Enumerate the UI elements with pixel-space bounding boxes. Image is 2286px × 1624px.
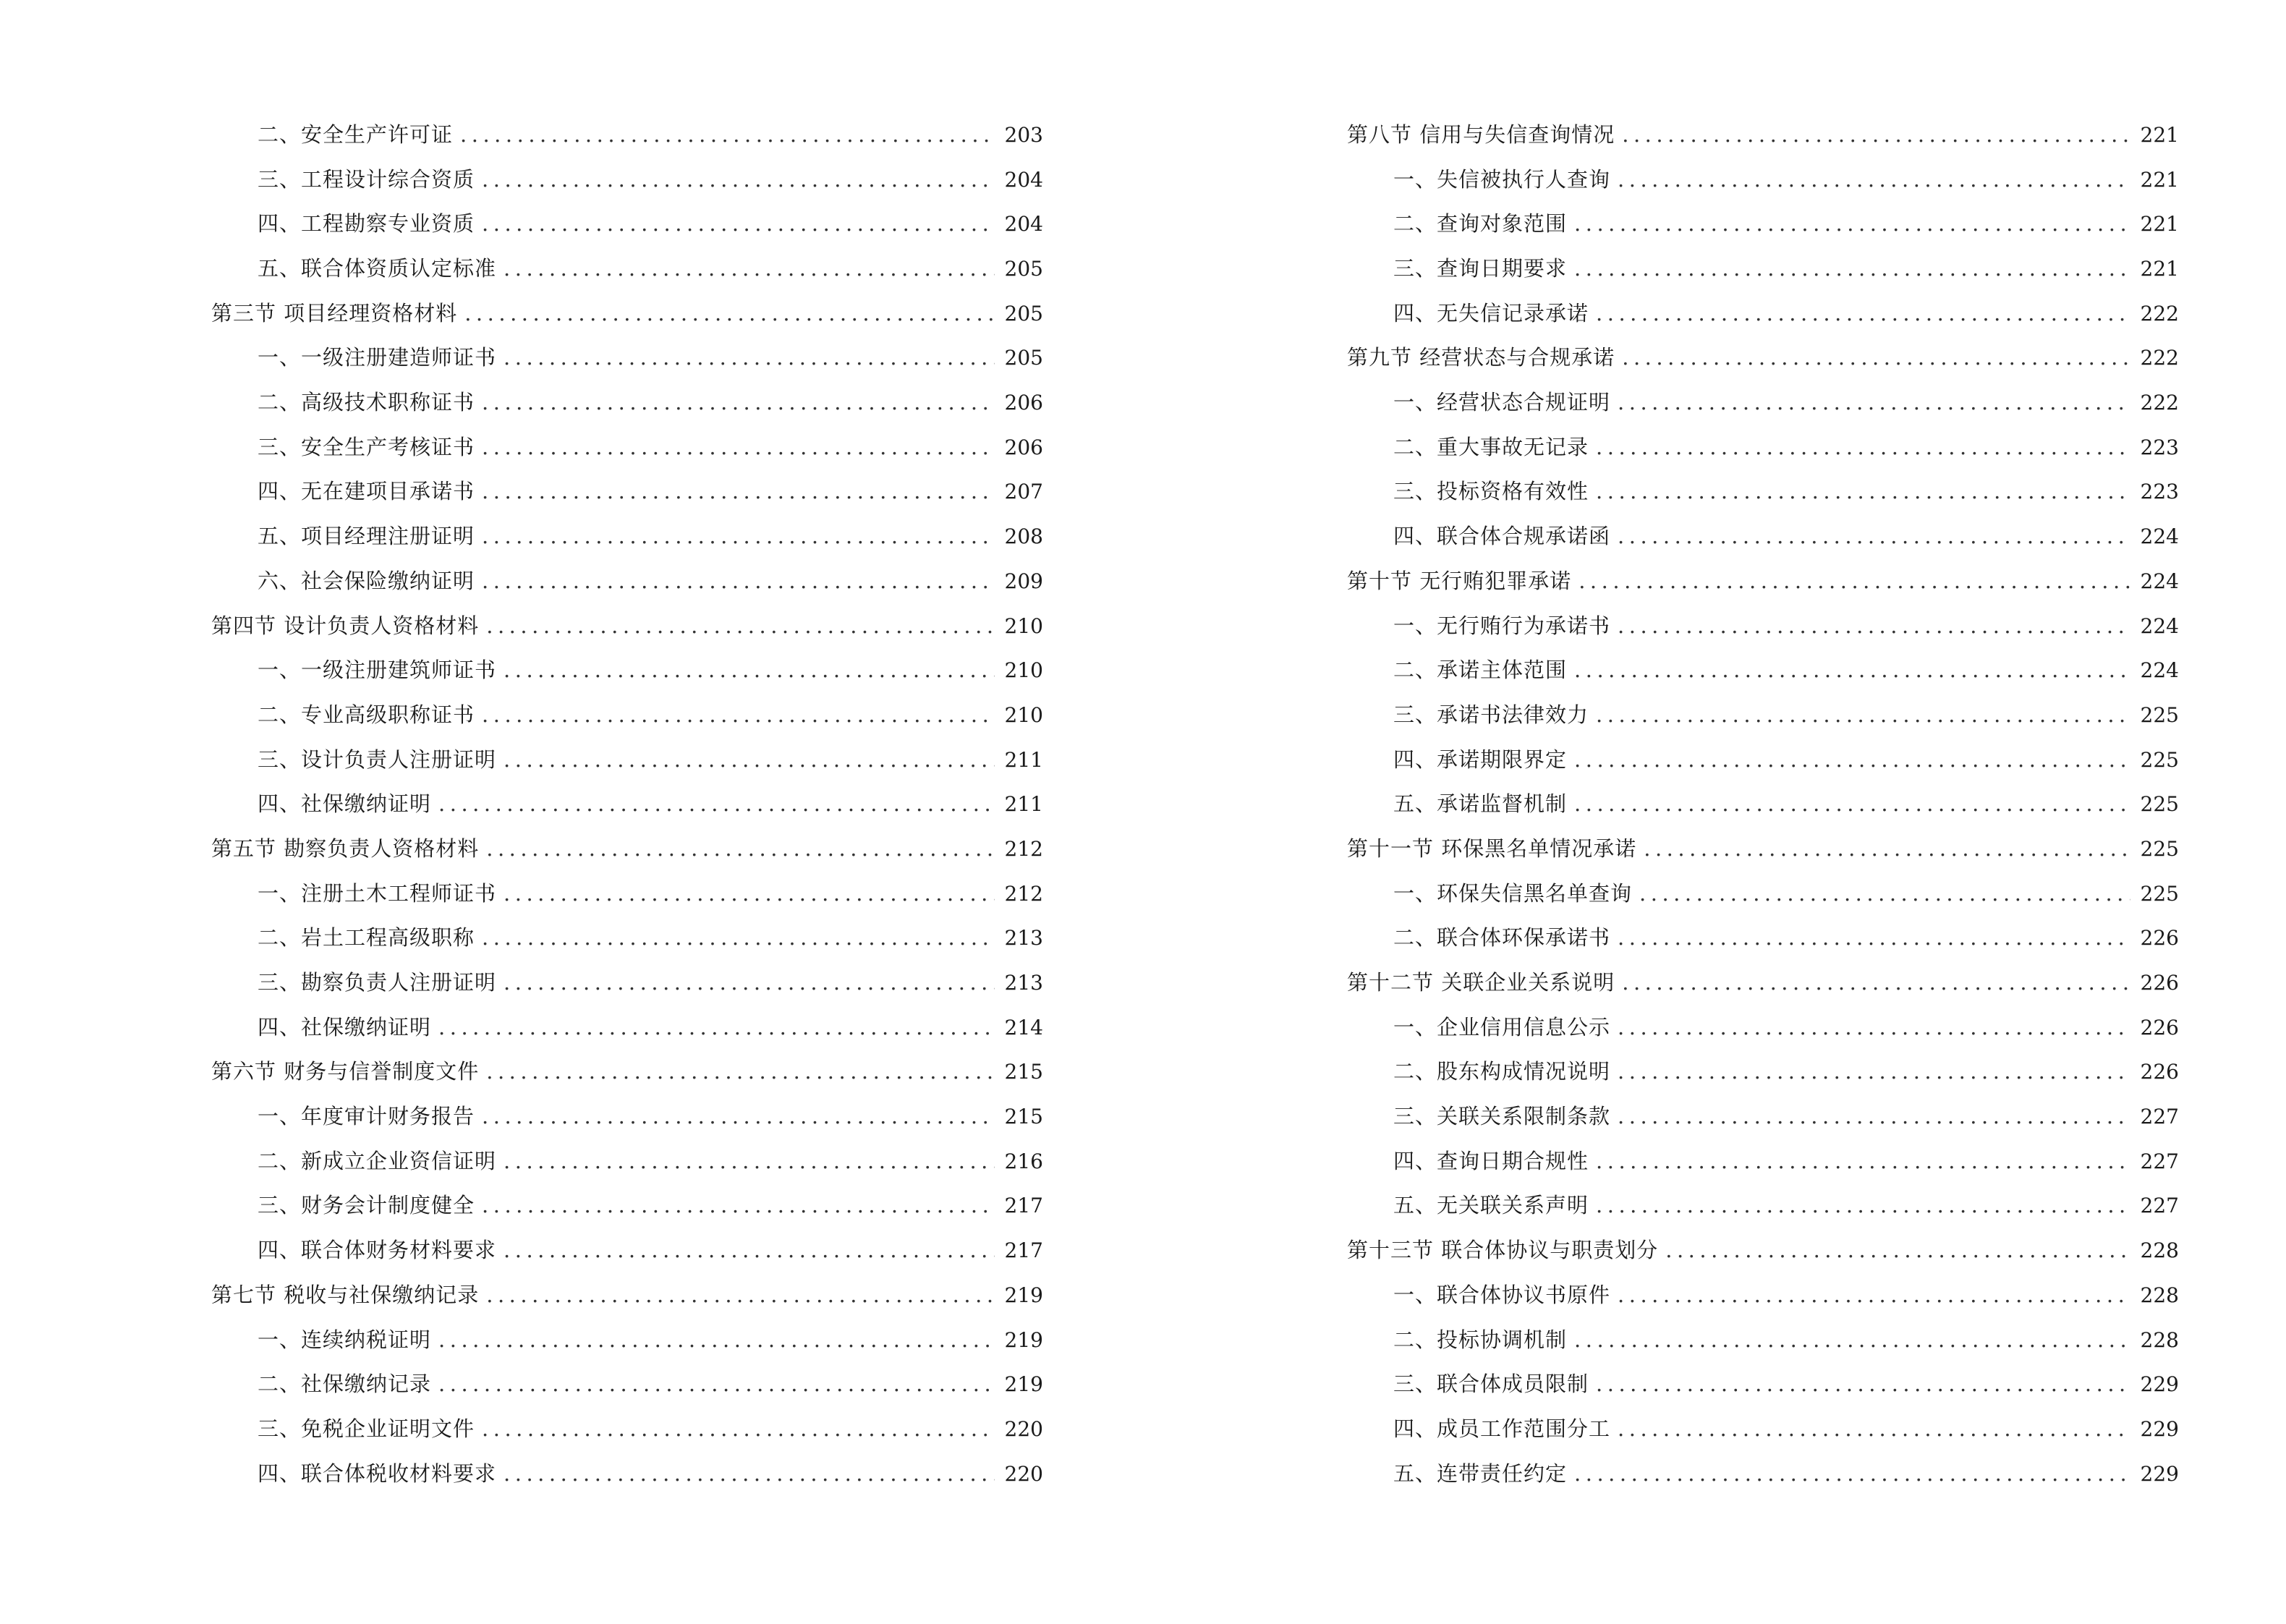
toc-entry-label: 五、项目经理注册证明 <box>258 524 475 549</box>
toc-dot-leader <box>1596 1139 2130 1184</box>
toc-dot-leader <box>1596 292 2130 336</box>
toc-dot-leader <box>482 514 995 559</box>
toc-subsection-entry[interactable] <box>1347 381 2179 425</box>
toc-entry-label: 五、联合体资质认定标准 <box>258 256 497 281</box>
toc-page-number: 227 <box>2140 1105 2179 1129</box>
toc-subsection-entry[interactable] <box>1347 1184 2179 1229</box>
toc-entry-label: 一、一级注册建造师证书 <box>258 345 497 370</box>
toc-dot-leader <box>1622 336 2130 381</box>
toc-dot-leader <box>486 604 994 649</box>
toc-dot-leader <box>503 738 995 783</box>
toc-entry-label: 二、查询对象范围 <box>1393 211 1568 237</box>
toc-subsection-entry[interactable] <box>211 1006 1043 1050</box>
toc-page-number: 220 <box>1004 1461 1043 1486</box>
toc-dot-leader <box>1596 469 2130 514</box>
toc-page-number: 213 <box>1004 971 1043 995</box>
toc-page-number: 207 <box>1004 480 1043 504</box>
toc-subsection-entry[interactable] <box>211 1407 1043 1452</box>
toc-entry-label: 第十一节 环保黑名单情况承诺 <box>1347 836 1637 861</box>
toc-entry-label: 二、社保缴纳记录 <box>258 1372 432 1397</box>
toc-page-number: 210 <box>1004 658 1043 683</box>
toc-entry-label: 第十节 无行贿犯罪承诺 <box>1347 568 1572 593</box>
toc-page-number: 213 <box>1004 926 1043 951</box>
toc-entry-label: 第八节 信用与失信查询情况 <box>1347 122 1615 147</box>
toc-dot-leader <box>482 425 995 470</box>
toc-dot-leader <box>503 247 995 292</box>
toc-entry-label: 第六节 财务与信誉制度文件 <box>211 1059 480 1084</box>
toc-dot-leader <box>1596 1183 2130 1228</box>
toc-subsection-entry[interactable] <box>211 738 1043 783</box>
toc-dot-leader <box>1618 1050 2130 1094</box>
toc-page-number: 226 <box>2140 926 2179 951</box>
toc-right-page <box>1347 113 2179 1496</box>
toc-entry-label: 三、勘察负责人注册证明 <box>258 970 497 995</box>
toc-dot-leader <box>482 158 995 203</box>
toc-page-number: 219 <box>1004 1327 1043 1352</box>
toc-page-number: 226 <box>2140 971 2179 995</box>
toc-entry-label: 四、查询日期合规性 <box>1393 1148 1589 1173</box>
toc-page-number: 224 <box>2140 524 2179 549</box>
toc-dot-leader <box>482 693 995 738</box>
toc-entry-label: 三、免税企业证明文件 <box>258 1416 475 1441</box>
toc-page-number: 212 <box>1004 881 1043 906</box>
toc-page-number: 227 <box>2140 1194 2179 1218</box>
toc-subsection-entry[interactable] <box>1347 1273 2179 1318</box>
toc-subsection-entry[interactable] <box>1347 1050 2179 1094</box>
toc-dot-leader <box>1578 559 2130 604</box>
toc-dot-leader <box>503 872 995 917</box>
toc-entry-label: 四、成员工作范围分工 <box>1393 1416 1611 1441</box>
toc-dot-leader <box>1618 158 2130 203</box>
toc-page-number: 225 <box>2140 702 2179 727</box>
toc-page-number: 208 <box>1004 524 1043 549</box>
toc-dot-leader <box>438 1362 995 1407</box>
toc-page-number: 224 <box>2140 569 2179 593</box>
toc-entry-label: 一、经营状态合规证明 <box>1393 390 1611 415</box>
toc-entry-label: 四、联合体财务材料要求 <box>258 1238 497 1263</box>
toc-subsection-entry[interactable] <box>211 961 1043 1006</box>
toc-page-number: 205 <box>1004 257 1043 281</box>
toc-page-number: 226 <box>2140 1060 2179 1084</box>
toc-section-entry[interactable] <box>211 292 1043 336</box>
toc-subsection-entry[interactable] <box>211 514 1043 559</box>
toc-subsection-entry[interactable] <box>1347 1318 2179 1363</box>
toc-dot-leader <box>1618 604 2130 649</box>
toc-page-number: 204 <box>1004 167 1043 192</box>
toc-subsection-entry[interactable] <box>211 113 1043 158</box>
toc-page-number: 223 <box>2140 435 2179 459</box>
toc-entry-label: 六、社会保险缴纳证明 <box>258 568 475 593</box>
toc-left-page <box>211 113 1043 1496</box>
toc-dot-leader <box>438 1318 995 1363</box>
toc-subsection-entry[interactable] <box>1347 604 2179 649</box>
toc-page-number: 225 <box>2140 881 2179 906</box>
toc-page-number: 212 <box>1004 836 1043 861</box>
toc-page-number: 225 <box>2140 747 2179 772</box>
toc-entry-label: 三、工程设计综合资质 <box>258 166 475 192</box>
toc-dot-leader <box>482 559 995 604</box>
toc-page-number: 225 <box>2140 836 2179 861</box>
toc-section-entry[interactable] <box>1347 336 2179 381</box>
toc-page-number: 224 <box>2140 658 2179 683</box>
toc-subsection-entry[interactable] <box>211 782 1043 827</box>
toc-entry-label: 四、工程勘察专业资质 <box>258 211 475 237</box>
toc-entry-label: 三、设计负责人注册证明 <box>258 747 497 772</box>
toc-subsection-entry[interactable] <box>1347 1094 2179 1139</box>
toc-entry-label: 三、安全生产考核证书 <box>258 434 475 459</box>
toc-section-entry[interactable] <box>211 827 1043 872</box>
toc-subsection-entry[interactable] <box>1347 202 2179 247</box>
toc-dot-leader <box>482 1183 995 1228</box>
toc-subsection-entry[interactable] <box>211 158 1043 203</box>
toc-subsection-entry[interactable] <box>1347 292 2179 336</box>
toc-subsection-entry[interactable] <box>1347 872 2179 917</box>
toc-entry-label: 第九节 经营状态与合规承诺 <box>1347 345 1615 370</box>
toc-dot-leader <box>486 827 994 872</box>
toc-entry-label: 二、联合体环保承诺书 <box>1393 925 1611 951</box>
toc-entry-label: 四、联合体税收材料要求 <box>258 1461 497 1486</box>
toc-dot-leader <box>503 1139 995 1184</box>
toc-subsection-entry[interactable] <box>211 247 1043 292</box>
toc-dot-leader <box>464 292 994 336</box>
toc-entry-label: 三、关联关系限制条款 <box>1393 1104 1611 1129</box>
toc-dot-leader <box>1618 1273 2130 1318</box>
toc-entry-label: 四、无失信记录承诺 <box>1393 300 1589 326</box>
toc-dot-leader <box>1596 693 2130 738</box>
toc-entry-label: 二、承诺主体范围 <box>1393 658 1568 683</box>
toc-section-entry[interactable] <box>211 1050 1043 1094</box>
toc-entry-label: 五、连带责任约定 <box>1393 1461 1568 1486</box>
toc-page-number: 228 <box>2140 1283 2179 1307</box>
toc-page-number: 215 <box>1004 1105 1043 1129</box>
toc-section-entry[interactable] <box>1347 113 2179 158</box>
toc-page-number: 219 <box>1004 1283 1043 1307</box>
toc-subsection-entry[interactable] <box>1347 738 2179 783</box>
toc-subsection-entry[interactable] <box>211 872 1043 917</box>
toc-entry-label: 一、连续纳税证明 <box>258 1327 432 1352</box>
toc-entry-label: 一、一级注册建筑师证书 <box>258 658 497 683</box>
toc-dot-leader <box>1639 872 2130 917</box>
toc-subsection-entry[interactable] <box>1347 514 2179 559</box>
toc-entry-label: 五、承诺监督机制 <box>1393 791 1568 817</box>
toc-dot-leader <box>1618 916 2130 961</box>
toc-page-number: 225 <box>2140 792 2179 817</box>
toc-entry-label: 一、企业信用信息公示 <box>1393 1014 1611 1040</box>
toc-dot-leader <box>486 1273 994 1318</box>
toc-page-number: 228 <box>2140 1238 2179 1263</box>
toc-dot-leader <box>1574 1318 2130 1363</box>
toc-dot-leader <box>482 469 995 514</box>
toc-dot-leader <box>482 1407 995 1452</box>
toc-subsection-entry[interactable] <box>211 1139 1043 1184</box>
toc-subsection-entry[interactable] <box>1347 648 2179 693</box>
toc-subsection-entry[interactable] <box>211 693 1043 738</box>
toc-subsection-entry[interactable] <box>211 381 1043 425</box>
toc-dot-leader <box>1618 1006 2130 1050</box>
toc-subsection-entry[interactable] <box>211 1318 1043 1363</box>
toc-entry-label: 二、投标协调机制 <box>1393 1327 1568 1352</box>
toc-entry-label: 第七节 税收与社保缴纳记录 <box>211 1282 480 1307</box>
toc-entry-label: 二、岩土工程高级职称 <box>258 925 475 951</box>
toc-page-number: 220 <box>1004 1416 1043 1441</box>
toc-entry-label: 四、社保缴纳证明 <box>258 791 432 817</box>
toc-entry-label: 二、股东构成情况说明 <box>1393 1059 1611 1084</box>
toc-dot-leader <box>482 202 995 247</box>
toc-dot-leader <box>460 113 995 158</box>
toc-dot-leader <box>438 1006 995 1050</box>
toc-entry-label: 三、查询日期要求 <box>1393 256 1568 281</box>
toc-page-number: 209 <box>1004 569 1043 593</box>
toc-page-number: 222 <box>2140 346 2179 370</box>
toc-dot-leader <box>1618 1407 2130 1452</box>
toc-subsection-entry[interactable] <box>1347 782 2179 827</box>
toc-entry-label: 一、年度审计财务报告 <box>258 1104 475 1129</box>
toc-dot-leader <box>1574 247 2130 292</box>
toc-entry-label: 三、投标资格有效性 <box>1393 479 1589 504</box>
toc-dot-leader <box>438 782 995 827</box>
toc-section-entry[interactable] <box>211 1273 1043 1318</box>
toc-dot-leader <box>1574 738 2130 783</box>
toc-page-number: 221 <box>2140 212 2179 237</box>
toc-page-number: 216 <box>1004 1149 1043 1173</box>
toc-page-number: 203 <box>1004 122 1043 147</box>
toc-subsection-entry[interactable] <box>211 916 1043 961</box>
toc-dot-leader <box>1644 827 2130 872</box>
toc-subsection-entry[interactable] <box>1347 1452 2179 1497</box>
toc-dot-leader <box>503 1452 995 1497</box>
toc-page-number: 227 <box>2140 1149 2179 1173</box>
toc-page-number: 211 <box>1004 792 1043 817</box>
toc-entry-label: 第四节 设计负责人资格材料 <box>211 613 480 638</box>
toc-dot-leader <box>1596 1362 2130 1407</box>
toc-subsection-entry[interactable] <box>211 559 1043 604</box>
toc-subsection-entry[interactable] <box>1347 425 2179 470</box>
toc-page-number: 215 <box>1004 1060 1043 1084</box>
toc-section-entry[interactable] <box>1347 961 2179 1006</box>
toc-subsection-entry[interactable] <box>1347 470 2179 515</box>
toc-page-number: 205 <box>1004 346 1043 370</box>
toc-section-entry[interactable] <box>211 604 1043 649</box>
toc-section-entry[interactable] <box>1347 1228 2179 1273</box>
toc-dot-leader <box>482 381 995 425</box>
toc-dot-leader <box>1574 648 2130 693</box>
toc-dot-leader <box>1622 113 2130 158</box>
toc-dot-leader <box>1618 381 2130 425</box>
toc-subsection-entry[interactable] <box>1347 158 2179 203</box>
toc-subsection-entry[interactable] <box>1347 1407 2179 1452</box>
toc-subsection-entry[interactable] <box>211 1228 1043 1273</box>
toc-subsection-entry[interactable] <box>211 648 1043 693</box>
toc-entry-label: 一、联合体协议书原件 <box>1393 1282 1611 1307</box>
toc-dot-leader <box>1574 202 2130 247</box>
toc-page-number: 221 <box>2140 257 2179 281</box>
toc-subsection-entry[interactable] <box>211 470 1043 515</box>
toc-page-number: 224 <box>2140 613 2179 638</box>
toc-entry-label: 五、无关联关系声明 <box>1393 1193 1589 1218</box>
toc-entry-label: 第十二节 关联企业关系说明 <box>1347 970 1615 995</box>
toc-dot-leader <box>1665 1228 2130 1273</box>
toc-dot-leader <box>1596 425 2130 470</box>
toc-entry-label: 二、高级技术职称证书 <box>258 390 475 415</box>
toc-subsection-entry[interactable] <box>1347 247 2179 292</box>
toc-page-number: 221 <box>2140 167 2179 192</box>
toc-subsection-entry[interactable] <box>211 336 1043 381</box>
toc-entry-label: 三、承诺书法律效力 <box>1393 702 1589 727</box>
toc-entry-label: 三、联合体成员限制 <box>1393 1372 1589 1397</box>
toc-entry-label: 四、联合体合规承诺函 <box>1393 524 1611 549</box>
toc-dot-leader <box>482 1094 995 1139</box>
toc-page-number: 222 <box>2140 301 2179 326</box>
toc-subsection-entry[interactable] <box>211 1362 1043 1407</box>
toc-page-number: 221 <box>2140 122 2179 147</box>
toc-dot-leader <box>1618 514 2130 559</box>
toc-page-number: 211 <box>1004 747 1043 772</box>
toc-page-number: 223 <box>2140 480 2179 504</box>
toc-page-number: 229 <box>2140 1372 2179 1397</box>
toc-page-number: 210 <box>1004 613 1043 638</box>
toc-page-number: 204 <box>1004 212 1043 237</box>
toc-dot-leader <box>1574 1452 2130 1497</box>
toc-subsection-entry[interactable] <box>211 1094 1043 1139</box>
toc-page-number: 217 <box>1004 1238 1043 1263</box>
toc-page-number: 229 <box>2140 1416 2179 1441</box>
toc-page-number: 228 <box>2140 1327 2179 1352</box>
toc-dot-leader <box>1618 1094 2130 1139</box>
toc-subsection-entry[interactable] <box>1347 1139 2179 1184</box>
toc-dot-leader <box>503 648 995 693</box>
toc-page-number: 219 <box>1004 1372 1043 1397</box>
toc-dot-leader <box>482 916 995 961</box>
toc-dot-leader <box>1574 782 2130 827</box>
toc-subsection-entry[interactable] <box>1347 1362 2179 1407</box>
toc-page-number: 205 <box>1004 301 1043 326</box>
toc-entry-label: 一、环保失信黑名单查询 <box>1393 880 1633 906</box>
toc-dot-leader <box>503 1228 995 1273</box>
toc-page-number: 206 <box>1004 391 1043 415</box>
toc-section-entry[interactable] <box>1347 559 2179 604</box>
toc-entry-label: 二、安全生产许可证 <box>258 122 454 147</box>
toc-subsection-entry[interactable] <box>211 202 1043 247</box>
toc-page-number: 214 <box>1004 1015 1043 1040</box>
toc-section-entry[interactable] <box>1347 827 2179 872</box>
toc-subsection-entry[interactable] <box>211 1452 1043 1497</box>
toc-subsection-entry[interactable] <box>211 1184 1043 1229</box>
toc-subsection-entry[interactable] <box>1347 693 2179 738</box>
toc-entry-label: 一、注册土木工程师证书 <box>258 880 497 906</box>
toc-page-number: 222 <box>2140 391 2179 415</box>
toc-entry-label: 一、失信被执行人查询 <box>1393 166 1611 192</box>
toc-entry-label: 二、重大事故无记录 <box>1393 434 1589 459</box>
toc-subsection-entry[interactable] <box>211 425 1043 470</box>
toc-entry-label: 四、承诺期限界定 <box>1393 747 1568 772</box>
toc-dot-leader <box>503 336 995 381</box>
toc-page-number: 206 <box>1004 435 1043 459</box>
toc-entry-label: 一、无行贿行为承诺书 <box>1393 613 1611 638</box>
toc-dot-leader <box>503 961 995 1006</box>
toc-subsection-entry[interactable] <box>1347 1006 2179 1050</box>
toc-entry-label: 第十三节 联合体协议与职责划分 <box>1347 1238 1659 1263</box>
toc-entry-label: 四、社保缴纳证明 <box>258 1014 432 1040</box>
toc-page-number: 226 <box>2140 1015 2179 1040</box>
toc-entry-label: 二、新成立企业资信证明 <box>258 1148 497 1173</box>
toc-page-number: 210 <box>1004 702 1043 727</box>
toc-entry-label: 三、财务会计制度健全 <box>258 1193 475 1218</box>
toc-entry-label: 第三节 项目经理资格材料 <box>211 300 458 326</box>
toc-page-number: 229 <box>2140 1461 2179 1486</box>
toc-dot-leader <box>486 1050 994 1094</box>
toc-entry-label: 二、专业高级职称证书 <box>258 702 475 727</box>
toc-subsection-entry[interactable] <box>1347 916 2179 961</box>
toc-page-number: 217 <box>1004 1194 1043 1218</box>
toc-entry-label: 第五节 勘察负责人资格材料 <box>211 836 480 861</box>
toc-entry-label: 四、无在建项目承诺书 <box>258 479 475 504</box>
toc-dot-leader <box>1622 961 2130 1006</box>
